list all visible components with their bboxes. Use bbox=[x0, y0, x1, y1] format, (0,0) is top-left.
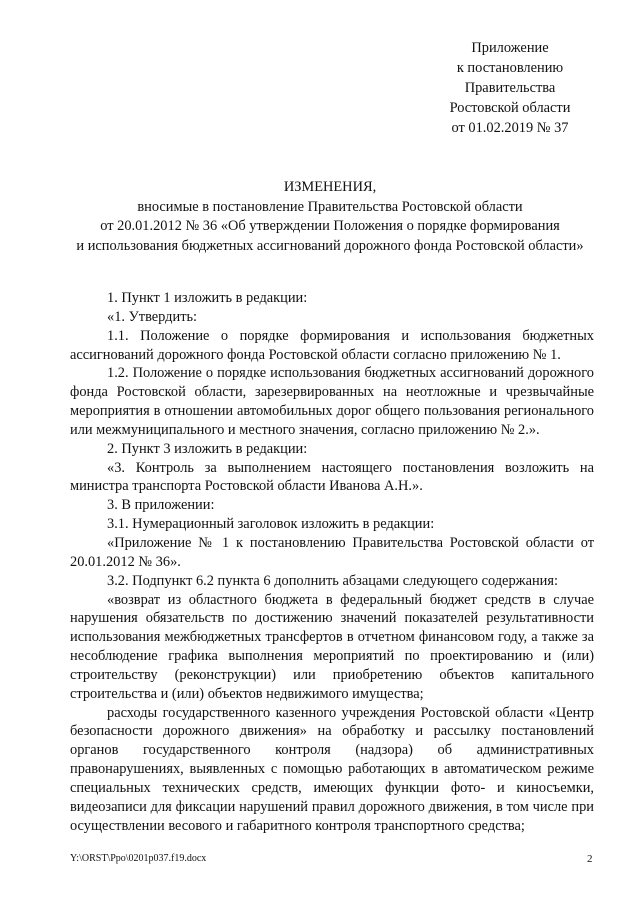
paragraph: 3.1. Нумерационный заголовок изложить в редакции: bbox=[107, 516, 435, 533]
document-heading bbox=[40, 178, 620, 256]
appendix-line: к постановлению bbox=[456, 60, 564, 76]
paragraph: расходы государственного казенного учреждения Ростовской области «Центр безопасности дорожного движения» на обработку и рассылку постановлений органов государственного контроля (надзора) об административных правонарушениях, выявленных с помощью работающих в автоматическом режиме специальных технических средств, имеющих функции фото- и киносъемки, видеозаписи для фиксации нарушений правил дорожного движения, в том числе при осуществлении весового и габаритного контроля транспортного средства; bbox=[70, 704, 594, 834]
appendix-line: Приложение bbox=[471, 40, 549, 56]
paragraph: 2. Пункт 3 изложить в редакции: bbox=[107, 440, 308, 457]
paragraph: 1.2. Положение о порядке использования бюджетных ассигнований дорожного фонда Ростовской области, зарезервированных на неотложные и чрезвычайные мероприятия в отношении автомобильных дорог общего пользования регионального или межмуниципального и местного значения, согласно приложению № 2.». bbox=[70, 365, 594, 438]
page-number: 2 bbox=[587, 853, 593, 865]
footer-file-path: Y:\ORST\Ppo\0201p037.f19.docx bbox=[70, 853, 207, 864]
paragraph: 3. В приложении: bbox=[107, 497, 215, 514]
paragraph: 1. Пункт 1 изложить в редакции: bbox=[107, 290, 308, 306]
document-body bbox=[70, 289, 594, 835]
heading-line: от 20.01.2012 № 36 «Об утверждении Положения о порядке формирования bbox=[100, 218, 560, 235]
paragraph: 1.1. Положение о порядке формирования и использования бюджетных ассигнований дорожного фонда Ростовской области согласно приложению № 1. bbox=[70, 327, 594, 363]
heading-line: вносимые в постановление Правительства Ростовской области bbox=[137, 198, 523, 215]
paragraph: «Приложение № 1 к постановлению Правительства Ростовской области от 20.01.2012 № 36». bbox=[70, 534, 594, 570]
paragraph: «3. Контроль за выполнением настоящего постановления возложить на министра транспорта Ростовской области Иванова А.Н.». bbox=[70, 459, 594, 495]
appendix-line: от 01.02.2019 № 37 bbox=[451, 120, 569, 136]
appendix-line: Ростовской области bbox=[449, 100, 571, 116]
appendix-block bbox=[404, 38, 616, 138]
paragraph: «возврат из областного бюджета в федеральный бюджет средств в случае нарушения обязательств по достижению значений показателей результативности использования межбюджетных трансфертов в отчетном финансовом году, а также за несоблюдение графика выполнения мероприятий по проектированию и (или) строительству (реконструкции) или приобретению объектов капитального строительства и (или) объектов недвижимого имущества; bbox=[70, 591, 594, 702]
paragraph: 3.2. Подпункт 6.2 пункта 6 дополнить абзацами следующего содержания: bbox=[107, 572, 558, 589]
paragraph: «1. Утвердить: bbox=[107, 308, 198, 325]
appendix-line: Правительства bbox=[464, 80, 556, 96]
heading-line: и использования бюджетных ассигнований дорожного фонда Ростовской области» bbox=[76, 237, 584, 254]
heading-title: ИЗМЕНЕНИЯ, bbox=[283, 179, 377, 195]
